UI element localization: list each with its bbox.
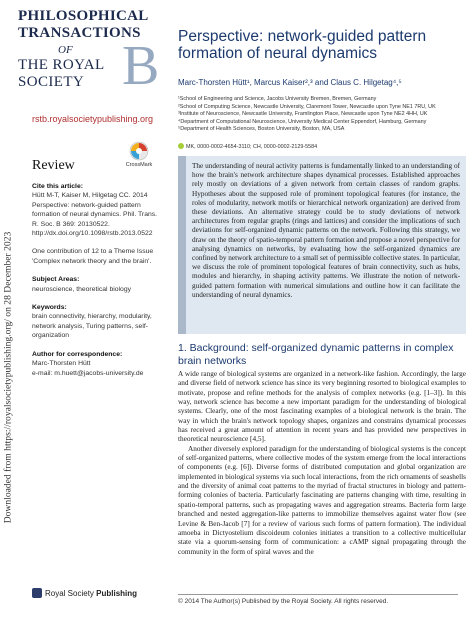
publisher-logo[interactable] — [32, 588, 137, 598]
article-title: Perspective: network-guided pattern formation of neural dynamics — [178, 28, 427, 62]
affiliation-3: ³Institute of Neuroscience, Newcastle University, Framlington Place, Newcastle upon Tyne NE2 4HH, UK — [178, 111, 428, 118]
body-paragraph-2: Another diversely explored paradigm for the understanding of biological systems is the concept of self-organized patterns, where collective modes of the system emerge from the local interactions of components (e.g. [6]). Diverse forms of distributed computation and global organization are implemented in biological systems via such local interactions, from the rich ornaments of seashells and the diversity of animal coat patterns to the myriad of fractal structures in biology and pattern-forming colonies of bacteria. Particularly fascinating are patterns changing with time, resulting in spatio-temporal patterns, such as propagating waves and aggregation streams. Bacteria form large branched and nested aggregation-like patterns to immobilize themselves against water flow (see Levine & Ben-Jacob [7] for a review of various such forms of pattern formation). The individual amoeba in Dictyostelium discoideum colonies initiates a transition to a collective multicellular state via a quorum-sensing form of communication: a cAMP signal propagating through the community in the form of spiral waves and the — [178, 444, 466, 556]
crossmark-label: CrossMark — [125, 162, 153, 168]
keywords-text: brain connectivity, hierarchy, modularity, network analysis, Turing patterns, self-organization — [32, 313, 152, 340]
copyright-notice: © 2014 The Author(s) Published by the Royal Society. All rights reserved. — [178, 594, 458, 605]
crossmark-icon — [122, 140, 156, 162]
royal-society-icon — [32, 588, 42, 598]
publisher-name-bold: Publishing — [96, 589, 138, 598]
affiliation-1: ¹School of Engineering and Science, Jacobs University Bremen, Bremen, Germany — [178, 96, 377, 102]
orcid-icon — [178, 143, 184, 149]
abstract-accent-bar — [178, 156, 186, 334]
theme-issue-note: One contribution of 12 to a Theme Issue 'Complex network theory and the brain'. — [32, 248, 154, 265]
logo-line3: THE ROYAL — [18, 57, 105, 73]
orcid-line[interactable] — [178, 143, 317, 150]
citation-text[interactable]: Hütt M-T, Kaiser M, Hilgetag CC. 2014 Perspective: network-guided pattern formation of neural dynamics. Phil. Trans. R. Soc. B 369: 20130522. http://dx.doi.org/10.1098/rstb.2013.0522 — [32, 192, 158, 238]
orcid-text: MK, 0000-0002-4654-3110; CH, 0000-0002-2129-5584 — [186, 144, 318, 150]
download-note-text: Downloaded from https://royalsocietypublishing.org/ on 28 December 2023 — [2, 231, 14, 524]
logo-line4: SOCIETY — [18, 74, 85, 90]
cite-label: Cite this article: — [32, 183, 83, 190]
affiliations — [178, 96, 458, 134]
affiliation-4: ⁴Department of Computational Neuroscience, University Medical Center Eppendorf, Hamburg, Germany — [178, 118, 427, 125]
section-heading: 1. Background: self-organized dynamic patterns in complex brain networks — [178, 342, 454, 367]
subject-areas-text: neuroscience, theoretical biology — [32, 285, 131, 293]
correspondence-label: Author for correspondence: — [32, 350, 123, 358]
subject-areas-label: Subject Areas: — [32, 276, 80, 284]
affiliation-2: ²School of Computing Science, Newcastle University, Claremont Tower, Newcastle upon Tyne NE1 7RU, UK — [178, 103, 436, 110]
logo-line1: PHILOSOPHICAL — [18, 8, 149, 24]
body-paragraph-1: A wide range of biological systems are organized in a network-like fashion. Accordingly, the large and diverse field of network science has since its very beginning resorted to biological examples to motivate, propose and refine methods for the analysis of complex networks (e.g. [1–3]). In this way, network science has become a new important paradigm for the understanding of biological systems. Clearly, one of the most fascinating examples of a biological network is the brain. The way in which the brain's network topology shapes, organizes and constrains dynamical processes has received a great amount of attention in recent years and has provided new perspectives in theoretical neuroscience [4,5]. — [178, 370, 466, 444]
author-list: Marc-Thorsten Hütt¹, Marcus Kaiser²,³ and Claus C. Hilgetag⁴,⁵ — [178, 78, 402, 87]
publisher-name-regular: Royal Society — [45, 589, 97, 598]
correspondence-email[interactable]: e-mail: m.huett@jacobs-university.de — [32, 369, 144, 377]
logo-series-letter: B — [122, 35, 160, 97]
correspondence-name: Marc-Thorsten Hütt — [32, 360, 91, 368]
logo-of: OF — [58, 44, 73, 56]
crossmark-badge[interactable] — [122, 140, 156, 174]
body-text — [178, 370, 466, 557]
article-type-label: Review — [32, 158, 75, 173]
logo-line2: TRANSACTIONS — [18, 25, 141, 41]
download-note — [0, 150, 14, 610]
affiliation-5: ⁵Department of Health Sciences, Boston University, Boston, MA, USA — [178, 126, 345, 133]
abstract-text: The understanding of neural activity patterns is fundamentally linked to an understanding of how the brain's network architecture shapes dynamical processes. Established approaches rely mostly on deviations of a given network from certain classes of random graphs. Hypotheses about the supposed role of prominent topological features (for instance, the roles of modularity, network motifs or hierarchical network organization) are derived from these deviations. An alternative strategy could be to study deviations of network architectures from regular graphs (rings and lattices) and consider the implications of such deviations for self-organized dynamic patterns on the network. Following this strategy, we draw on the theory of spatio-temporal pattern formation and propose a novel perspective for analysing dynamics on networks, by evaluating how the self-organized dynamics are confined by network architecture to a small set of permissible collective states. In particular, we discuss the role of prominent topological features of brain connectivity, such as hubs, modules and hierarchy, in shaping activity patterns. We illustrate the notion of network-guided pattern formation with numerical simulations and outline how it can facilitate the understanding of neural dynamics. — [192, 162, 460, 299]
keywords-label: Keywords: — [32, 304, 67, 312]
article-info-sidebar — [32, 182, 162, 378]
journal-logo[interactable] — [18, 8, 168, 104]
abstract-box — [178, 156, 466, 334]
journal-website-link[interactable]: rstb.royalsocietypublishing.org — [32, 114, 154, 124]
